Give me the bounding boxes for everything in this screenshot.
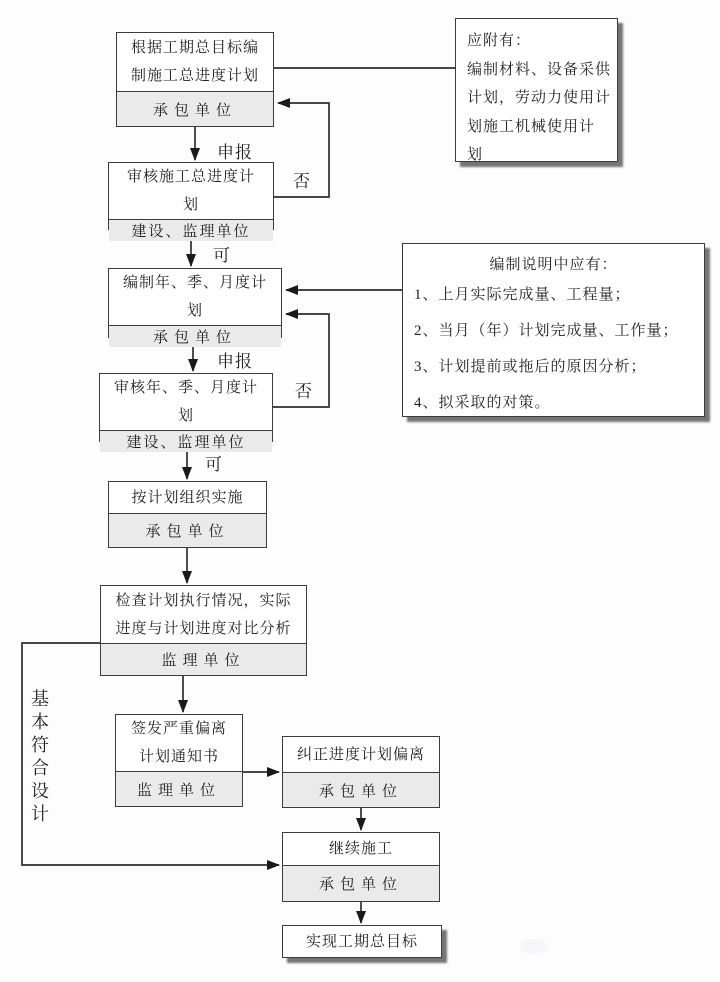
node-role: 监理单位 xyxy=(116,771,242,806)
node-issue-deviation-notice xyxy=(115,714,243,807)
node-title: 实现工期总目标 xyxy=(283,926,441,957)
notes-item: 4、拟采取的对策。 xyxy=(414,395,551,411)
node-role: 建设、监理单位 xyxy=(100,430,272,452)
notes-item: 3、计划提前或拖后的原因分析； xyxy=(414,359,647,375)
node-compile-master-schedule xyxy=(116,32,274,127)
edge-label-report2: 申报 xyxy=(217,352,253,371)
node-review-periodic-plans xyxy=(99,373,273,451)
attach-line: 划 xyxy=(467,147,484,163)
node-role: 承包单位 xyxy=(117,91,273,126)
node-achieve-goal xyxy=(282,925,442,958)
notes-title: 编制说明中应有： xyxy=(489,257,618,273)
attach-line: 应附有： xyxy=(467,33,532,49)
node-role: 承包单位 xyxy=(283,865,439,901)
node-title: 编制年、季、月度计划 xyxy=(109,269,281,325)
node-review-master-schedule xyxy=(108,162,274,240)
notes-item: 1、上月实际完成量、工程量； xyxy=(414,287,631,303)
compilation-notes xyxy=(402,243,705,417)
node-title: 继续施工 xyxy=(283,833,439,865)
watermark-smudge xyxy=(520,939,548,954)
node-compile-periodic-plans xyxy=(108,268,282,346)
attach-line: 计划，劳动力使用计 xyxy=(467,90,612,106)
node-role: 承包单位 xyxy=(109,325,281,347)
node-title: 按计划组织实施 xyxy=(109,482,266,513)
node-title: 审核施工总进度计划 xyxy=(109,163,273,219)
attach-line: 划施工机械使用计 xyxy=(467,118,596,135)
node-title: 根据工期总目标编制施工总进度计划 xyxy=(117,33,273,91)
node-check-progress xyxy=(100,585,307,676)
attach-line: 编制材料、设备采供 xyxy=(467,61,612,78)
edge-label-yes2: 可 xyxy=(205,455,223,474)
node-title: 签发严重偏离计划通知书 xyxy=(116,715,242,771)
node-role: 建设、监理单位 xyxy=(109,219,273,241)
node-correct-deviation xyxy=(282,736,440,808)
node-continue-construction xyxy=(282,832,440,902)
node-title: 审核年、季、月度计划 xyxy=(100,374,272,430)
attachments-note xyxy=(455,18,618,162)
node-title: 纠正进度计划偏离 xyxy=(283,737,439,772)
notes-item: 2、当月（年）计划完成量、工作量； xyxy=(414,323,679,339)
edge-label-report1: 申报 xyxy=(217,143,253,162)
node-role: 监理单位 xyxy=(101,643,306,675)
edge-label-basically-conforms: 基本符合设计 xyxy=(29,689,49,827)
node-role: 承包单位 xyxy=(109,513,266,547)
node-title: 检查计划执行情况，实际进度与计划进度对比分析 xyxy=(101,586,306,643)
edge-label-no2: 否 xyxy=(295,382,313,401)
node-role: 承包单位 xyxy=(283,772,439,807)
node-organize-implementation xyxy=(108,481,267,548)
edge-label-no1: 否 xyxy=(293,172,311,191)
edge-label-yes1: 可 xyxy=(213,246,231,265)
